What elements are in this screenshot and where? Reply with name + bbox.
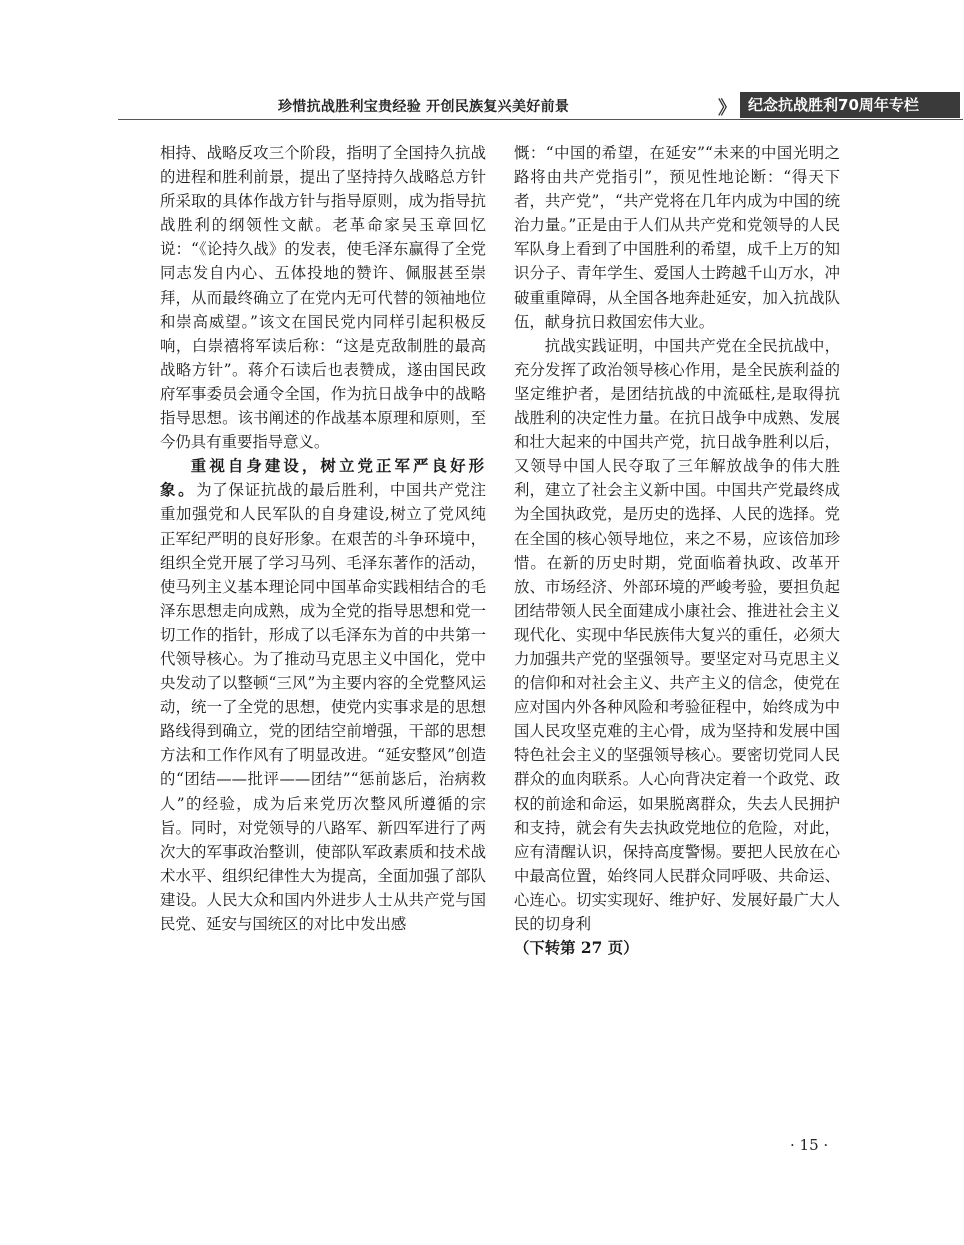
page-number: · 15 ·	[790, 1136, 829, 1154]
right-column	[514, 141, 840, 960]
header-divider	[118, 119, 963, 120]
left-paragraph-1: 相持、战略反攻三个阶段，指明了全国持久抗战的进程和胜利前景，提出了坚持持久战略总方针所采取的具体作战方针与指导原则，成为指导抗战胜利的纲领性文献。老革命家吴玉章回忆说：“《论持久战》的发表，使毛泽东赢得了全党同志发自内心、五体投地的赞许、佩服甚至崇拜，从而最终确立了在党内无可代替的领袖地位和崇高威望。”该文在国民党内同样引起积极反响，白崇禧将军读后称：“这是克敌制胜的最高战略方针”。蒋介石读后也表赞成，遂由国民政府军事委员会通令全国，作为抗日战争中的战略指导思想。该书阐述的作战基本原理和原则，至今仍具有重要指导意义。	[160, 144, 486, 452]
right-paragraph-2: 抗战实践证明，中国共产党在全民抗战中，充分发挥了政治领导核心作用，是全民族利益的坚定维护者，是团结抗战的中流砥柱,是取得抗战胜利的决定性力量。在抗日战争中成熟、发展和壮大起来的中国共产党，抗日战争胜利以后，又领导中国人民夺取了三年解放战争的伟大胜利，建立了社会主义新中国。中国共产党最终成为全国执政党，是历史的选择、人民的选择。党在全国的核心领导地位，来之不易，应该倍加珍惜。在新的历史时期，党面临着执政、改革开放、市场经济、外部环境的严峻考验，要担负起团结带领人民全面建成小康社会、推进社会主义现代化、实现中华民族伟大复兴的重任，必须大力加强共产党的坚强领导。要坚定对马克思主义的信仰和对社会主义、共产主义的信念，使党在应对国内外各种风险和考验征程中，始终成为中国人民攻坚克难的主心骨，成为坚持和发展中国特色社会主义的坚强领导核心。要密切党同人民群众的血肉联系。人心向背决定着一个政党、政权的前途和命运，如果脱离群众，失去人民拥护和支持，就会有失去执政党地位的危险，对此，应有清醒认识，保持高度警惕。要把人民放在心中最高位置，始终同人民群众同呼吸、共命运、心连心。切实实现好、维护好、发展好最广大人民的切身利	[514, 336, 840, 933]
left-column	[160, 141, 486, 936]
left-paragraph-2-body: 为了保证抗战的最后胜利，中国共产党注重加强党和人民军队的自身建设,树立了党风纯正军纪严明的良好形象。在艰苦的斗争环境中，组织全党开展了学习马列、毛泽东著作的活动，使马列主义基本理论同中国革命实践相结合的毛泽东思想走向成熟，成为全党的指导思想和党一切工作的指针，形成了以毛泽东为首的中共第一代领导核心。为了推动马克思主义中国化，党中央发动了以整顿“三风”为主要内容的全党整风运动，统一了全党的思想，使党内实事求是的思想路线得到确立，党的团结空前增强，干部的思想方法和工作作风有了明显改进。“延安整风”创造的“团结——批评——团结”“惩前毖后，治病救人”的经验，成为后来党历次整风所遵循的宗旨。同时，对党领导的八路军、新四军进行了两次大的军事政治整训，使部队军政素质和技术战术水平、组织纪律性大为提高，全面加强了部队建设。人民大众和国内外进步人士从共产党与国民党、延安与国统区的对比中发出感	[160, 481, 486, 933]
column-tag: 纪念抗战胜利70周年专栏	[740, 92, 960, 118]
section-heading: 重视自身建设，树立党正军严良好形象。	[160, 457, 486, 500]
running-header	[118, 91, 919, 119]
left-paragraph-2	[160, 454, 486, 936]
right-paragraph-1: 慨：“中国的希望，在延安”“未来的中国光明之路将由共产党指引”，预见性地论断：“得天下者，共产党”，“共产党将在几年内成为中国的统治力量。”正是由于人们从共产党和党领导的人民军队身上看到了中国胜利的希望，成千上万的知识分子、青年学生、爱国人士跨越千山万水，冲破重重障碍，从全国各地奔赴延安，加入抗战队伍，献身抗日救国宏伟大业。	[514, 144, 840, 331]
running-title: 珍惜抗战胜利宝贵经验 开创民族复兴美好前景	[278, 99, 570, 115]
chevron-right-icon: 》	[718, 98, 731, 119]
continued-note: （下转第 27 页）	[514, 939, 639, 958]
